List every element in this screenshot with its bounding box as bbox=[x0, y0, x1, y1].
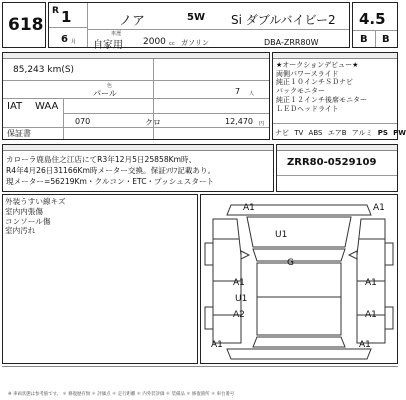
lot-number: 618 bbox=[8, 15, 44, 35]
seat-unit: 人 bbox=[249, 91, 255, 97]
grade-name: Si ダブルバイビー2 bbox=[231, 13, 336, 27]
damage-rear-left: A2 bbox=[233, 310, 245, 320]
interior-grade: B bbox=[360, 34, 368, 45]
displacement: 2000 bbox=[143, 37, 166, 47]
lot-number-box bbox=[2, 2, 46, 48]
equipment-airbag: エアB bbox=[327, 129, 347, 137]
exterior-grade: B bbox=[382, 34, 390, 45]
rear-window-outline bbox=[253, 337, 345, 347]
selling-point-item: ＬＥＤヘッドライト bbox=[276, 104, 339, 113]
equipment-alloy: アルミ bbox=[351, 129, 373, 137]
vin-number: ZRR80-0529109 bbox=[287, 157, 377, 168]
seat-count: 7 bbox=[235, 87, 241, 96]
month-number: 6 bbox=[61, 34, 68, 45]
damage-roof-rear: U1 bbox=[235, 294, 248, 304]
inspector-notes-text bbox=[5, 197, 66, 236]
roof-outline bbox=[257, 263, 341, 335]
color-label: 色 bbox=[107, 83, 113, 89]
hood-outline bbox=[247, 217, 351, 247]
equipment-ps: PS bbox=[377, 129, 388, 137]
selling-point-item: バックモニター bbox=[276, 87, 325, 96]
note-line: カローラ鹿島住之江店にてR3年12月5日25858Km時、 bbox=[6, 155, 197, 164]
price-value: 12,470 bbox=[225, 117, 253, 126]
damage-right-mid: A1 bbox=[365, 278, 377, 288]
equipment-tv: TV bbox=[294, 129, 304, 137]
cc-unit: cc bbox=[169, 41, 175, 47]
color-value: パール bbox=[93, 89, 117, 98]
color-code: 070 bbox=[75, 117, 91, 126]
warranty-doc: 保証書 bbox=[7, 129, 31, 138]
equipment-navi: ナビ bbox=[275, 129, 289, 137]
fuel-type: ガソリン bbox=[181, 39, 209, 47]
damage-front-left: A1 bbox=[243, 203, 255, 213]
wheel-rear-left bbox=[205, 307, 213, 329]
equipment-pw: PW bbox=[393, 129, 406, 137]
inspector-note: 室内汚れ bbox=[5, 226, 36, 236]
overall-score: 4.5 bbox=[359, 10, 386, 28]
usage-label: 車歴 bbox=[111, 31, 122, 37]
selling-points-panel bbox=[272, 52, 406, 140]
footer-bar bbox=[2, 366, 398, 398]
inspector-notes-panel bbox=[2, 194, 198, 364]
damage-rear-right: A1 bbox=[365, 310, 377, 320]
trim-code: クロ bbox=[145, 118, 161, 127]
equipment-abs: ABS bbox=[308, 129, 323, 137]
mileage-value: 85,243 km(S) bbox=[13, 65, 75, 75]
price-unit: 円 bbox=[259, 121, 265, 127]
wheel-rear-right bbox=[385, 307, 393, 329]
selling-point-item: 純正１０インチＳＤナビ bbox=[276, 78, 353, 87]
model-name: ノア bbox=[119, 14, 146, 29]
year-era: R bbox=[52, 6, 59, 16]
rear-bumper-outline bbox=[227, 349, 371, 359]
footer-text: ※ 車両状態は参考値です。 ＊ 修復歴有無 ＊ 評価点 ＊ 走行距離 ＊ 内外装評価 ＊ 装備品 ＊ 修復箇所 ＊ 車台番号 bbox=[8, 392, 235, 397]
vin-panel bbox=[276, 144, 398, 192]
wheel-front-right bbox=[385, 243, 393, 265]
usage-type: 自家用 bbox=[93, 40, 123, 51]
note-line: 現メーター=56219Km・クルコン・ETC・プッシュスタート bbox=[6, 177, 215, 186]
inspector-note: コンソール傷 bbox=[5, 216, 51, 226]
month-unit: 月 bbox=[71, 39, 77, 45]
inspector-note: 室内内張傷 bbox=[5, 206, 43, 216]
specs-panel bbox=[2, 52, 270, 140]
wheel-front-left bbox=[205, 243, 213, 265]
score-box bbox=[352, 2, 398, 48]
damage-rear-bumper-left: A1 bbox=[211, 340, 223, 350]
damage-roof-front: G bbox=[287, 258, 294, 268]
note-line: R4年4月26日31166Km時メーター交換。保証ｿﾘﾌ記載あり。 bbox=[6, 166, 216, 175]
chassis-code: DBA-ZRR80W bbox=[264, 38, 319, 47]
damage-left-mid: A1 bbox=[233, 278, 245, 288]
door-type: 5W bbox=[187, 12, 205, 23]
selling-point-item: ★オークションデビュー★ bbox=[276, 61, 359, 69]
notes-text bbox=[6, 154, 215, 187]
vehicle-header bbox=[48, 2, 350, 51]
equipment-row bbox=[275, 128, 406, 138]
damage-hood: U1 bbox=[275, 230, 288, 240]
damage-front-right: A1 bbox=[373, 203, 385, 213]
notes-panel bbox=[2, 144, 274, 192]
selling-point-item: 純正１２インチ後席モニター bbox=[276, 95, 367, 104]
transmission-type: IAT bbox=[7, 101, 23, 112]
selling-point-list bbox=[276, 61, 367, 113]
windshield-outline bbox=[253, 249, 345, 261]
selling-point-item: 両側パワースライド bbox=[276, 69, 339, 78]
car-diagram bbox=[201, 195, 397, 363]
damage-map-panel bbox=[200, 194, 398, 364]
year-number: 1 bbox=[61, 8, 72, 26]
inspector-note: 外装うすい線キズ bbox=[5, 197, 66, 206]
damage-rear-bumper-right: A1 bbox=[359, 340, 371, 350]
aircon-type: WAA bbox=[35, 101, 59, 112]
